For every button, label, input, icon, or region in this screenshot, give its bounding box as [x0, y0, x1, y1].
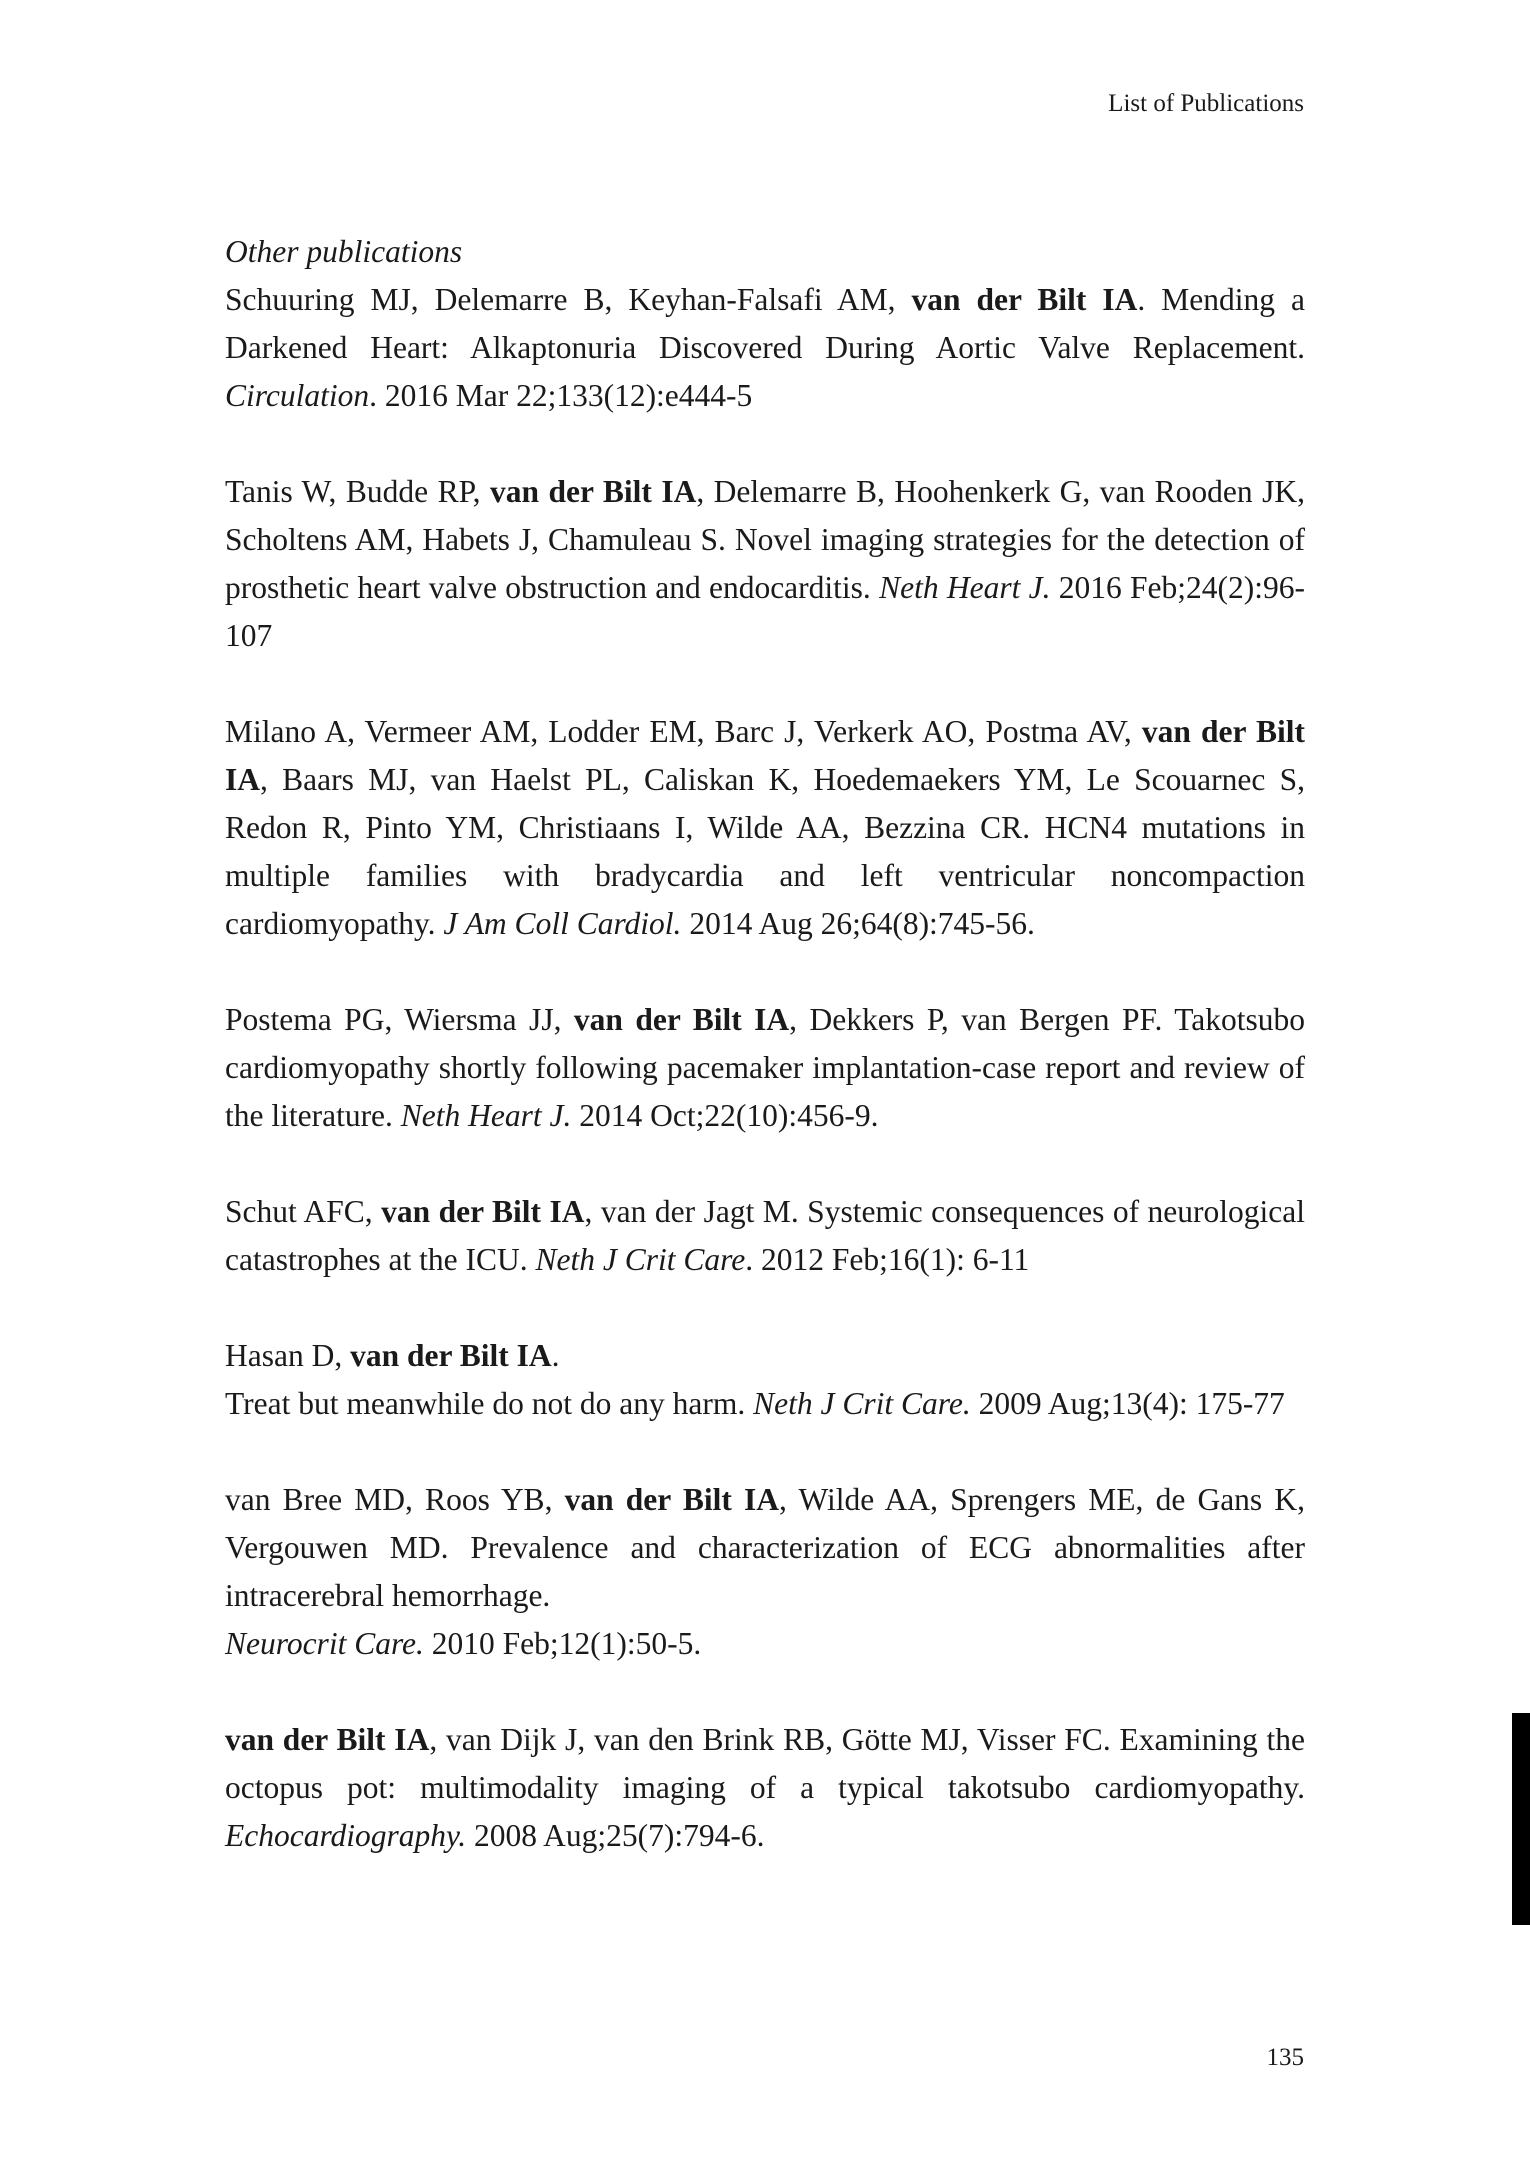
journal-name: Neth Heart J. [879, 570, 1051, 605]
page-number: 135 [1266, 2044, 1304, 2071]
citation-details: 2009 Aug;13(4): 175-77 [970, 1386, 1285, 1421]
section-title: Other publications [225, 234, 463, 269]
journal-name: Neth Heart J. [400, 1098, 572, 1133]
title-text-line2: Treat but meanwhile do not do any harm. [225, 1386, 754, 1421]
journal-name: J Am Coll Cardiol. [443, 906, 682, 941]
journal-name: Circulation [225, 378, 370, 413]
running-header: List of Publications [1108, 90, 1304, 117]
authors-before: Postema PG, Wiersma JJ, [225, 1002, 574, 1037]
publication-entry [225, 996, 1305, 1140]
authors-before: Milano A, Vermeer AM, Lodder EM, Barc J, Verkerk AO, Postma AV, [225, 714, 1142, 749]
authors-before: van Bree MD, Roos YB, [225, 1482, 565, 1517]
citation-details: 2014 Oct;22(10):456-9. [571, 1098, 879, 1133]
publication-entry [225, 468, 1305, 660]
publication-entry [225, 1476, 1305, 1668]
authors-before: Tanis W, Budde RP, [225, 474, 490, 509]
highlighted-author: van der Bilt IA [564, 1482, 780, 1517]
title-text: , Delemarre B, Hoohenkerk G, van Rooden JK, Scholtens AM, Habets J, Chamuleau S. Novel imaging strategies for the detection of prosthetic heart valve obstruction and endocarditis. [225, 474, 1305, 605]
publication-entry [225, 1332, 1305, 1428]
journal-name: Neth J Crit Care. [753, 1386, 971, 1421]
citation-details: 2008 Aug;25(7):794-6. [466, 1818, 765, 1853]
title-text: , Baars MJ, van Haelst PL, Caliskan K, Hoedemaekers YM, Le Scouarnec S, Redon R, Pinto YM, Christiaans I, Wilde AA, Bezzina CR. HCN4 mutations in multiple families with bradycardia and left ventricular noncompaction cardiomyopathy. [225, 762, 1305, 941]
highlighted-author: van der Bilt IA [225, 714, 1306, 797]
citation-details: 2014 Aug 26;64(8):745-56. [681, 906, 1035, 941]
highlighted-author: van der Bilt IA [489, 474, 697, 509]
highlighted-author: van der Bilt IA [225, 1722, 430, 1757]
thumb-index-tab [1512, 1713, 1530, 1925]
publication-entry [225, 708, 1305, 948]
title-text: , Wilde AA, Sprengers ME, de Gans K, Vergouwen MD. Prevalence and characterization of ECG abnormalities after intracerebral hemorrhage. [225, 1482, 1305, 1613]
journal-name: Neth J Crit Care [535, 1242, 746, 1277]
highlighted-author: van der Bilt IA [573, 1002, 790, 1037]
journal-name: Echocardiography. [225, 1818, 467, 1853]
publication-list [225, 228, 1305, 1908]
citation-line [225, 1620, 1305, 1668]
title-line [225, 1380, 1305, 1428]
authors-before: Hasan D, [225, 1338, 351, 1373]
title-text: , Dekkers P, van Bergen PF. Takotsubo cardiomyopathy shortly following pacemaker implantation-case report and review of the literature. [225, 1002, 1305, 1133]
citation-details: . 2016 Mar 22;133(12):e444-5 [369, 378, 753, 413]
publication-entry [225, 1716, 1305, 1860]
citation-details: . 2012 Feb;16(1): 6-11 [745, 1242, 1030, 1277]
title-text: , van Dijk J, van den Brink RB, Götte MJ, Visser FC. Examining the octopus pot: multimodality imaging of a typical takotsubo cardiomyopathy. [225, 1722, 1305, 1805]
highlighted-author: van der Bilt IA [350, 1338, 552, 1373]
publication-entry [225, 1188, 1305, 1284]
authors-before: Schut AFC, [225, 1194, 382, 1229]
publication-entry [225, 276, 1305, 420]
highlighted-author: van der Bilt IA [911, 282, 1138, 317]
highlighted-author: van der Bilt IA [381, 1194, 585, 1229]
authors-before: Schuuring MJ, Delemarre B, Keyhan-Falsafi AM, [225, 282, 912, 317]
citation-details: 2010 Feb;12(1):50-5. [423, 1626, 702, 1661]
title-text: . Mending a Darkened Heart: Alkaptonuria Discovered During Aortic Valve Replacement. [225, 282, 1305, 365]
title-text: . [551, 1338, 560, 1373]
title-text: , van der Jagt M. Systemic consequences of neurological catastrophes at the ICU. [225, 1194, 1305, 1277]
journal-name: Neurocrit Care. [225, 1626, 424, 1661]
citation-details: 2016 Feb;24(2):96-107 [225, 570, 1305, 653]
